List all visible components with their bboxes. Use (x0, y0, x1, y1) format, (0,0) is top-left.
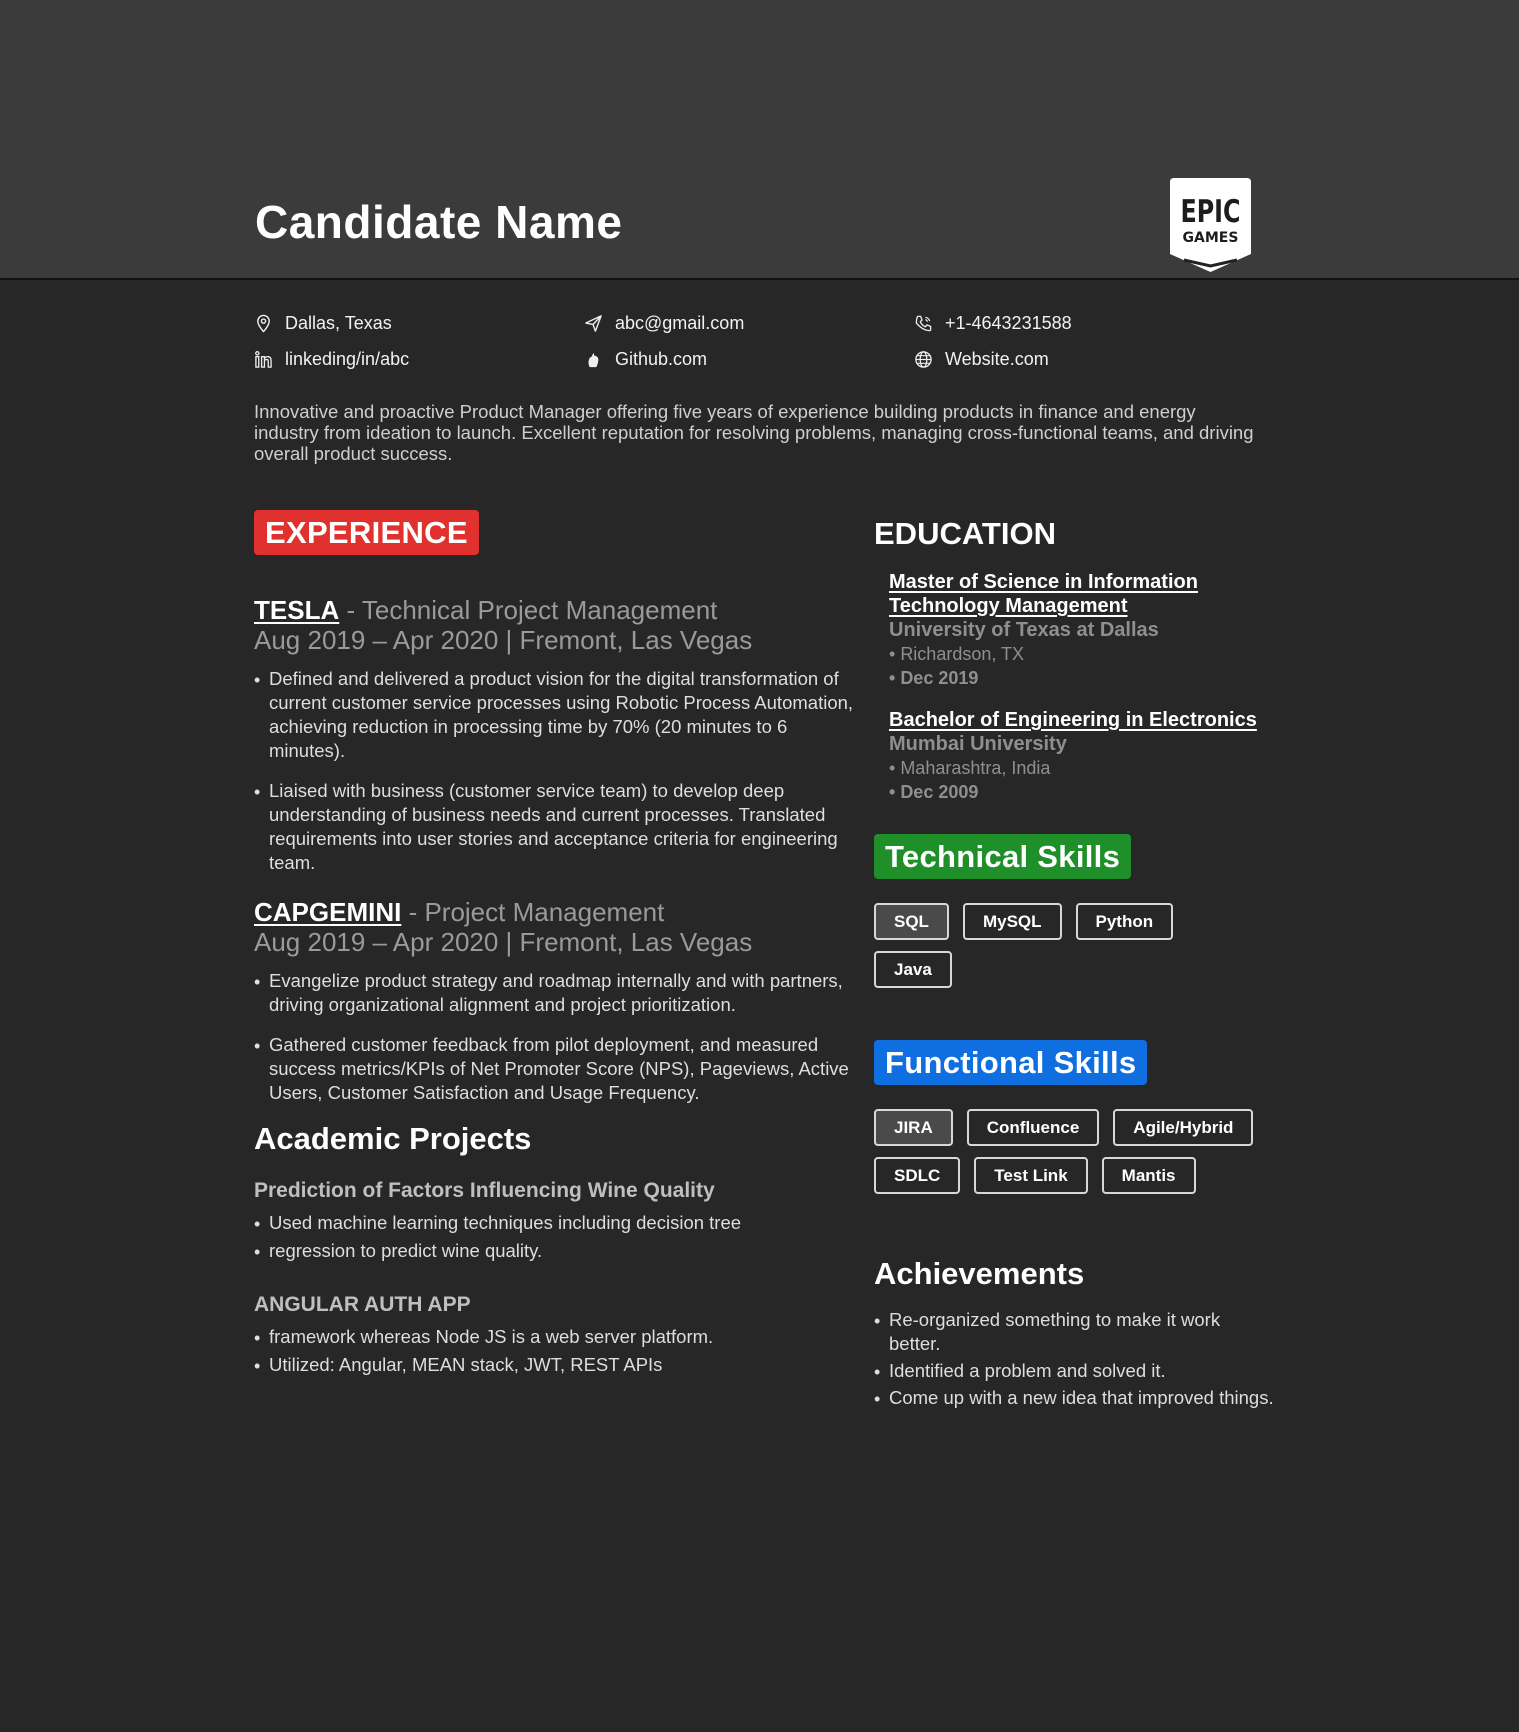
project-bullets (254, 1211, 864, 1263)
globe-icon (914, 350, 933, 369)
technical-skills-list (874, 903, 1254, 988)
skill-chip: SQL (874, 903, 949, 940)
education-heading: EDUCATION (874, 516, 1056, 551)
bullet-item: • framework whereas Node JS is a web server platform. (254, 1325, 864, 1349)
location-pin-icon (254, 314, 273, 333)
left-column (254, 510, 864, 1381)
education-entry (874, 708, 1274, 804)
achievement-item: • Come up with a new idea that improved things. (874, 1386, 1274, 1410)
company-name: CAPGEMINI (254, 897, 402, 927)
bullet-item: • Used machine learning techniques including decision tree (254, 1211, 864, 1235)
skill-chip: JIRA (874, 1109, 953, 1146)
contact-linkedin-text[interactable]: linkeding/in/abc (285, 348, 410, 369)
linkedin-icon (254, 350, 273, 369)
bullet-item: • regression to predict wine quality. (254, 1239, 864, 1263)
contact-phone[interactable] (914, 312, 1244, 334)
school-name: Mumbai University (889, 733, 1067, 755)
job-heading (254, 897, 864, 927)
functional-skills-list (874, 1109, 1254, 1194)
contact-email-text[interactable]: abc@gmail.com (615, 312, 745, 333)
skill-chip: Agile/Hybrid (1113, 1109, 1253, 1146)
bullet-item: • Gathered customer feedback from pilot deployment, and measured success metrics/KPIs of Net Promoter Score (NPS), Pageviews, Active Users, Customer Satisfaction and Usage Frequency. (254, 1033, 864, 1105)
contact-github[interactable] (584, 348, 914, 370)
project-title: ANGULAR AUTH APP (254, 1293, 471, 1316)
school-location: • Richardson, TX (889, 644, 1025, 664)
graduation-date: • Dec 2019 (889, 668, 979, 688)
bullet-item: • Evangelize product strategy and roadmap internally and with partners, driving organizational alignment and project prioritization. (254, 969, 864, 1017)
job-entry (254, 897, 864, 1105)
degree-title: Master of Science in Information Technology Management (889, 571, 1198, 617)
contact-linkedin[interactable] (254, 348, 584, 370)
skill-chip: Confluence (967, 1109, 1100, 1146)
company-name: TESLA (254, 595, 340, 625)
school-name: University of Texas at Dallas (889, 619, 1159, 641)
right-column (874, 512, 1274, 1413)
skill-chip: MySQL (963, 903, 1062, 940)
job-role: - Technical Project Management (339, 595, 718, 625)
skill-chip: Mantis (1102, 1157, 1196, 1194)
education-entry (874, 570, 1274, 690)
phone-icon (914, 314, 933, 333)
job-bullets (254, 667, 864, 875)
contact-website-text[interactable]: Website.com (945, 348, 1049, 369)
skill-chip: Test Link (974, 1157, 1087, 1194)
bullet-item: • Defined and delivered a product vision for the digital transformation of current customer service processes using Robotic Process Automation, achieving reduction in processing time by 70% (20 minutes to 6 minutes). (254, 667, 864, 763)
epic-games-logo (1170, 178, 1251, 272)
academic-projects-heading: Academic Projects (254, 1121, 532, 1156)
achievements-heading: Achievements (874, 1256, 1085, 1291)
achievements-list (874, 1308, 1274, 1410)
school-location: • Maharashtra, India (889, 758, 1051, 778)
skill-chip: SDLC (874, 1157, 960, 1194)
bullet-item: • Liaised with business (customer service team) to develop deep understanding of business needs and current processes. Translated requirements into user stories and acceptance criteria for engineering team. (254, 779, 864, 875)
candidate-name: Candidate Name (255, 196, 623, 248)
paper-plane-icon (584, 314, 603, 333)
achievement-item: • Identified a problem and solved it. (874, 1359, 1274, 1383)
graduation-date: • Dec 2009 (889, 782, 979, 802)
functional-skills-heading: Functional Skills (874, 1040, 1147, 1085)
svg-text:GAMES: GAMES (1182, 230, 1239, 246)
project-bullets (254, 1325, 864, 1377)
contact-location (254, 312, 584, 334)
contact-website[interactable] (914, 348, 1244, 370)
job-heading (254, 595, 864, 625)
job-entry (254, 595, 864, 875)
professional-summary: Innovative and proactive Product Manager offering five years of experience building products in finance and energy industry from ideation to launch. Excellent reputation for resolving problems, managing cross-functional teams, and driving overall product success. (254, 401, 1254, 464)
github-icon (584, 350, 603, 369)
project-title: Prediction of Factors Influencing Wine Quality (254, 1179, 715, 1202)
skill-chip: Python (1076, 903, 1174, 940)
bullet-item: • Utilized: Angular, MEAN stack, JWT, REST APIs (254, 1353, 864, 1377)
job-role: - Project Management (401, 897, 665, 927)
contact-github-text[interactable]: Github.com (615, 348, 708, 369)
svg-text:EPIC: EPIC (1180, 194, 1241, 230)
job-date: Aug 2019 – Apr 2020 | Fremont, Las Vegas (254, 625, 753, 655)
technical-skills-heading: Technical Skills (874, 834, 1131, 879)
contact-info (254, 312, 1264, 370)
skill-chip: Java (874, 951, 952, 988)
header-band (0, 0, 1519, 280)
experience-heading: EXPERIENCE (254, 510, 479, 555)
contact-phone-text: +1-4643231588 (945, 312, 1072, 333)
job-date: Aug 2019 – Apr 2020 | Fremont, Las Vegas (254, 927, 753, 957)
degree-title: Bachelor of Engineering in Electronics (889, 709, 1257, 731)
contact-location-text: Dallas, Texas (285, 312, 392, 333)
job-bullets (254, 969, 864, 1105)
achievement-item: • Re-organized something to make it work better. (874, 1308, 1274, 1356)
contact-email[interactable] (584, 312, 914, 334)
